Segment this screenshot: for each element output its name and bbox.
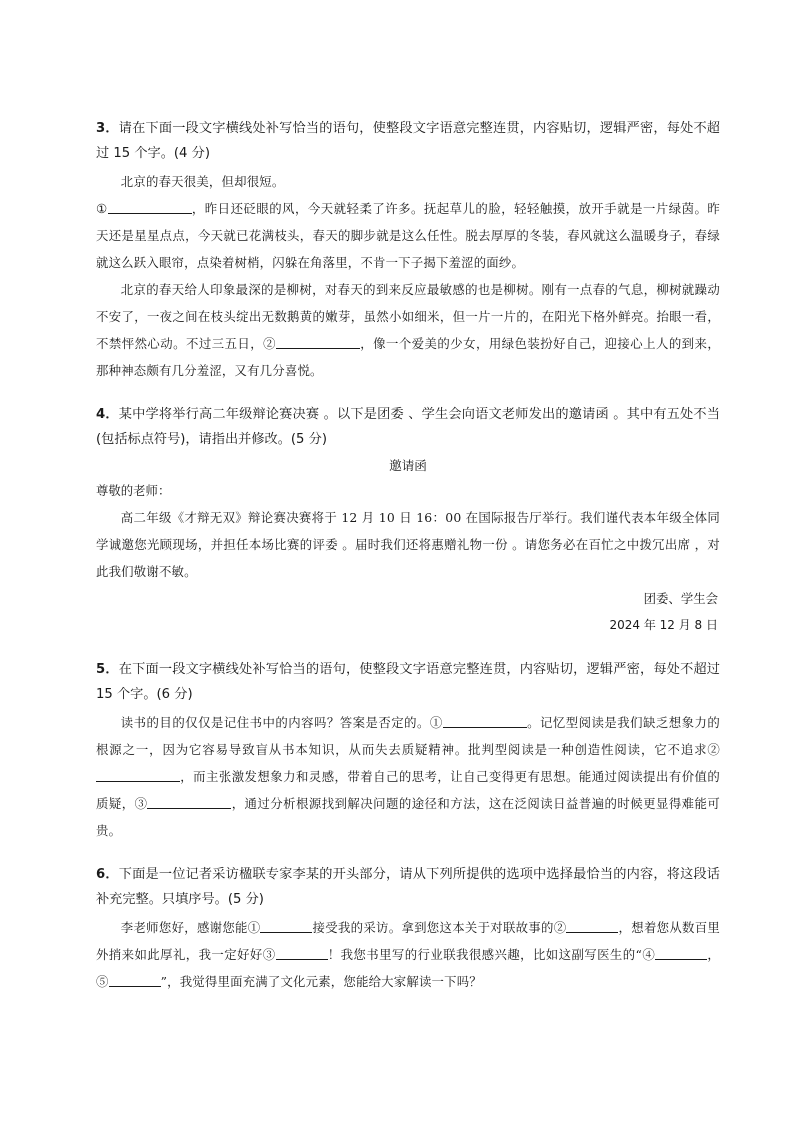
question-number: 3． <box>96 121 119 136</box>
question-4-prompt <box>96 402 720 452</box>
question-prompt-text: 某中学将举行高二年级辩论赛决赛 。以下是团委 、学生会向语文老师发出的邀请函 。其中有五处不当(包括标点符号)，请指出并修改。(5 分) <box>96 407 720 447</box>
passage-text: ！我您书里写的行业联我很感兴趣，比如这副写医生的“ <box>327 947 643 962</box>
spacer <box>96 384 720 402</box>
spacer <box>96 639 720 657</box>
passage-text: ，通过分析根源找到解决问题的途径和方法，这在泛阅读日益普遍的时候更显得难能可贵。 <box>96 796 720 838</box>
question-number: 6． <box>96 867 119 882</box>
question-prompt-text: 在下面一段文字横线处补写恰当的语句，使整段文字语意完整连贯，内容贴切，逻辑严密，每处不超过 15 个字。(6 分) <box>96 662 720 702</box>
passage-paragraph <box>96 195 720 276</box>
blank-marker: ③ <box>134 796 148 811</box>
question-3 <box>96 116 720 384</box>
answer-blank[interactable] <box>108 199 192 214</box>
blank-marker: ② <box>553 920 567 935</box>
letter-salutation: 尊敬的老师： <box>96 483 171 498</box>
letter-signature: 团委、学生会 <box>643 591 718 606</box>
blank-marker: ① <box>96 201 108 216</box>
answer-blank[interactable] <box>109 972 161 987</box>
question-5 <box>96 657 720 844</box>
question-4 <box>96 402 720 639</box>
blank-marker: ④ <box>642 947 656 962</box>
exam-page <box>96 116 720 995</box>
blank-marker: ① <box>429 715 443 730</box>
passage-text: 北京的春天给人印象最深的是柳树，对春天的到来反应最敏感的也是柳树。刚有一点春的气息，柳树就躁动不安了，一夜之间在枝头绽出无数鹅黄的嫩芽，虽然小如细米，但一片一片的，在阳光下格外鲜亮。抬眼一看，不禁怦然心动。不过三五日， <box>96 282 720 351</box>
passage-text: ，像一个爱美的少女，用绿色装扮好自己，迎接心上人的到来，那种神态颇有几分羞涩，又有几分喜悦。 <box>96 336 720 378</box>
answer-blank[interactable] <box>566 918 618 933</box>
passage-text: ”，我觉得里面充满了文化元素，您能给大家解读一下吗？ <box>160 974 482 989</box>
passage-text: ， <box>707 947 720 962</box>
answer-blank[interactable] <box>443 713 527 728</box>
question-5-prompt <box>96 657 720 707</box>
letter-title: 邀请函 <box>389 458 427 473</box>
blank-marker: ③ <box>262 947 276 962</box>
passage-text: ，而主张激发想象力和灵感，带着自己的思考，让自己变得更有思想。能通过阅读提出有价值的质疑， <box>96 769 720 811</box>
question-number: 5． <box>96 662 119 677</box>
answer-blank[interactable] <box>276 334 360 349</box>
letter-body: 高二年级《才辩无双》辩论赛决赛将于 12 月 10 日 16：00 在国际报告厅举行。我们谨代表本年级全体同学诚邀您光顾现场，并担任本场比赛的评委 。届时我们还将惠赠礼物一份 。请您务必在百忙之中拨冗出席 ，对此我们敬谢不敏。 <box>96 510 720 579</box>
passage-text: 。记忆型阅读是我们缺乏想象力的根源之一，因为它容易导致盲从书本知识，从而失去质疑精神。批判型阅读是一种创造性阅读，它不追求 <box>96 715 721 757</box>
question-number: 4． <box>96 407 119 422</box>
letter-date: 2024 年 12 月 8 日 <box>609 618 718 632</box>
passage-text: 李老师您好，感谢您能 <box>120 920 248 935</box>
passage-text: ，想着您从数百里外捎来如此厚礼，我一定好好 <box>96 920 721 962</box>
question-prompt-text: 下面是一位记者采访楹联专家李某的开头部分，请从下列所提供的选项中选择最恰当的内容，将这段话补充完整。只填序号。(5 分) <box>96 867 720 907</box>
answer-blank[interactable] <box>147 794 231 809</box>
passage-text: 读书的目的仅仅是记住书中的内容吗？答案是否定的。 <box>120 715 430 730</box>
answer-blank[interactable] <box>260 918 312 933</box>
passage-paragraph <box>96 276 720 384</box>
question-prompt-text: 请在下面一段文字横线处补写恰当的语句，使整段文字语意完整连贯，内容贴切，逻辑严密，每处不超过 15 个字。(4 分) <box>96 121 720 161</box>
passage-paragraph <box>96 914 720 995</box>
passage-text: 接受我的采访。拿到您这本关于对联故事的 <box>312 920 554 935</box>
blank-marker: ⑤ <box>96 974 109 989</box>
question-6 <box>96 862 720 995</box>
answer-blank[interactable] <box>655 945 707 960</box>
passage-paragraph <box>96 709 720 844</box>
blank-marker: ② <box>263 336 276 351</box>
blank-marker: ② <box>707 742 720 757</box>
question-6-prompt <box>96 862 720 912</box>
answer-blank[interactable] <box>276 945 328 960</box>
passage-text: ，昨日还砭眼的风，今天就轻柔了许多。抚起草儿的脸，轻轻触摸，放开手就是一片绿茵。昨天还是星星点点，今天就已花满枝头，春天的脚步就是这么任性。脱去厚厚的冬装，春风就这么温暖身子，春绿就这么跃入眼帘，点染着树梢，闪躲在角落里，不肯一下子揭下羞涩的面纱。 <box>96 201 720 270</box>
passage-paragraph: 北京的春天很美，但却很短。 <box>120 174 285 189</box>
blank-marker: ① <box>247 920 261 935</box>
question-3-prompt <box>96 116 720 166</box>
answer-blank[interactable] <box>96 767 180 782</box>
spacer <box>96 844 720 862</box>
